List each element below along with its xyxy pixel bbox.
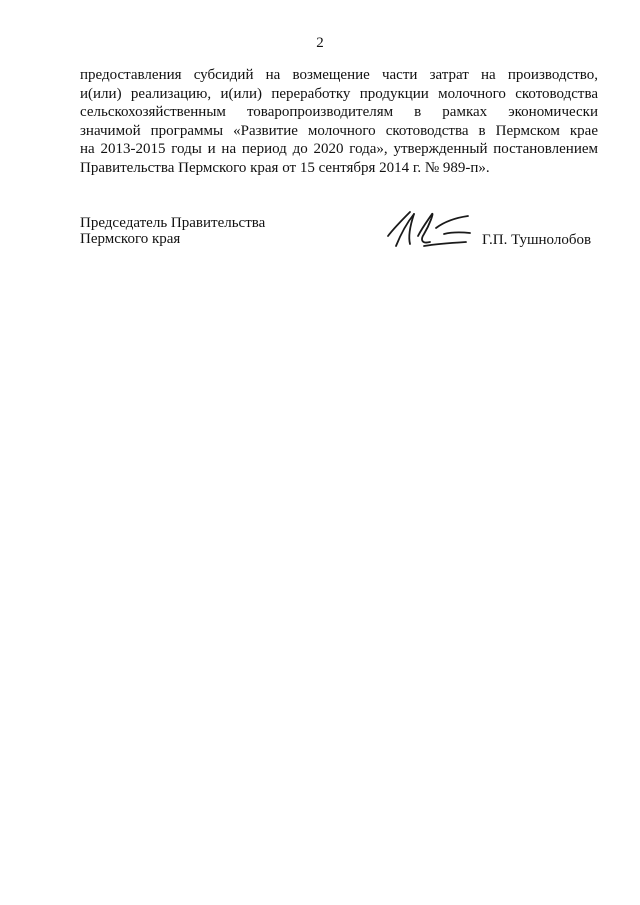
- body-line-2: и(или) реализацию, и(или) переработку продукции молочного скотоводства: [80, 85, 598, 102]
- signer-title-line-1: Председатель Правительства: [80, 215, 266, 231]
- body-line-4: значимой программы «Развитие молочного скотоводства в Пермском крае: [80, 122, 598, 139]
- body-line-3: сельскохозяйственным товаропроизводителям в рамках экономически: [80, 104, 598, 120]
- signer-title-line-2: Пермского края: [80, 231, 181, 247]
- signer-title: [80, 215, 265, 247]
- body-paragraph: [80, 66, 598, 177]
- body-line-6: Правительства Пермского края от 15 сентября 2014 г. № 989-п».: [80, 159, 490, 176]
- body-line-1: предоставления субсидий на возмещение части затрат на производство,: [80, 67, 598, 83]
- handwritten-signature-icon: [384, 206, 476, 252]
- body-line-5: на 2013-2015 годы и на период до 2020 года», утвержденный постановлением: [80, 141, 598, 157]
- page-number: 2: [316, 35, 324, 51]
- signer-name: Г.П. Тушнолобов: [482, 232, 592, 248]
